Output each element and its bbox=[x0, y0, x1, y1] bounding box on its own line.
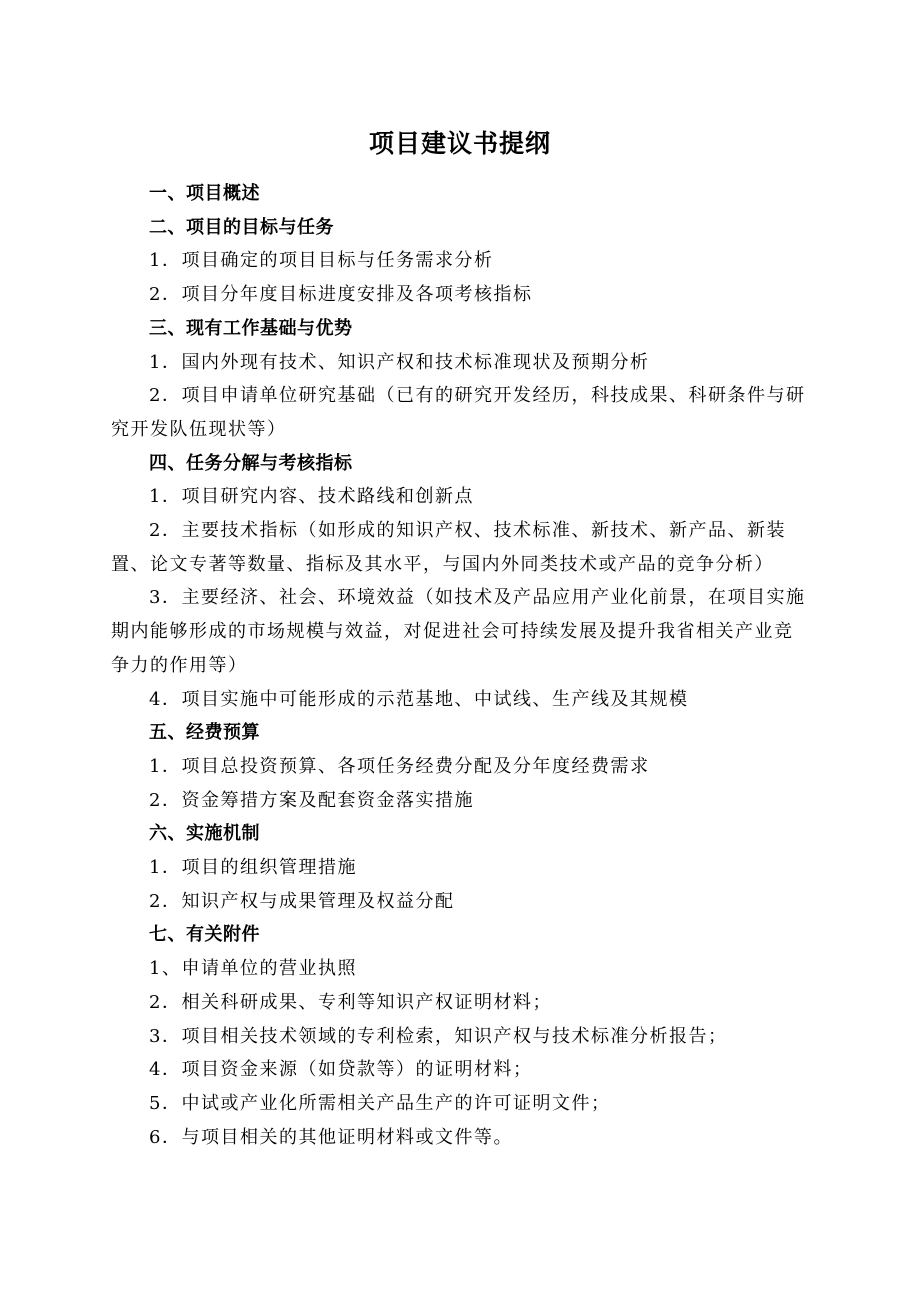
outline-item: 1．项目总投资预算、各项任务经费分配及分年度经费需求 bbox=[149, 755, 650, 777]
outline-item: 3．主要经济、社会、环境效益（如技术及产品应用产业化前景，在项目实施期内能够形成的市场规模与效益，对促进社会可持续发展及提升我省相关产业竞争力的作用等） bbox=[111, 587, 806, 676]
document-title: 项目建议书提纲 bbox=[368, 129, 551, 158]
section-heading: 四、任务分解与考核指标 bbox=[149, 452, 353, 474]
outline-item: 2．知识产权与成果管理及权益分配 bbox=[149, 890, 455, 912]
section-heading: 五、经费预算 bbox=[149, 722, 260, 744]
section-heading: 二、项目的目标与任务 bbox=[149, 216, 334, 238]
outline-item: 4．项目资金来源（如贷款等）的证明材料； bbox=[149, 1059, 533, 1081]
outline-item: 2．相关科研成果、专利等知识产权证明材料； bbox=[149, 991, 552, 1013]
outline-item: 6．与项目相关的其他证明材料或文件等。 bbox=[149, 1126, 513, 1148]
section-heading: 七、有关附件 bbox=[149, 924, 260, 946]
section-heading: 一、项目概述 bbox=[149, 183, 260, 204]
outline-item: 3．项目相关技术领域的专利检索，知识产权与技术标准分析报告； bbox=[149, 1025, 728, 1047]
document-body bbox=[111, 177, 811, 1154]
outline-item: 2．项目申请单位研究基础（已有的研究开发经历，科技成果、科研条件与研究开发队伍现状等） bbox=[111, 385, 806, 440]
section-heading: 三、现有工作基础与优势 bbox=[149, 317, 353, 339]
outline-item: 1．项目的组织管理措施 bbox=[149, 857, 357, 879]
outline-item: 1．项目研究内容、技术路线和创新点 bbox=[149, 486, 474, 508]
outline-item: 2．资金筹措方案及配套资金落实措施 bbox=[149, 789, 474, 811]
outline-item: 4．项目实施中可能形成的示范基地、中试线、生产线及其规模 bbox=[149, 688, 689, 710]
outline-item: 2．主要技术指标（如形成的知识产权、技术标准、新技术、新产品、新装置、论文专著等数量、指标及其水平，与国内外同类技术或产品的竞争分析） bbox=[111, 520, 786, 575]
outline-item: 5．中试或产业化所需相关产品生产的许可证明文件； bbox=[149, 1092, 611, 1114]
outline-item: 1、申请单位的营业执照 bbox=[149, 958, 357, 980]
outline-item: 1．国内外现有技术、知识产权和技术标准现状及预期分析 bbox=[149, 351, 650, 373]
section-heading: 六、实施机制 bbox=[149, 823, 260, 845]
outline-item: 2．项目分年度目标进度安排及各项考核指标 bbox=[149, 284, 533, 306]
outline-item: 1．项目确定的项目目标与任务需求分析 bbox=[149, 250, 494, 272]
